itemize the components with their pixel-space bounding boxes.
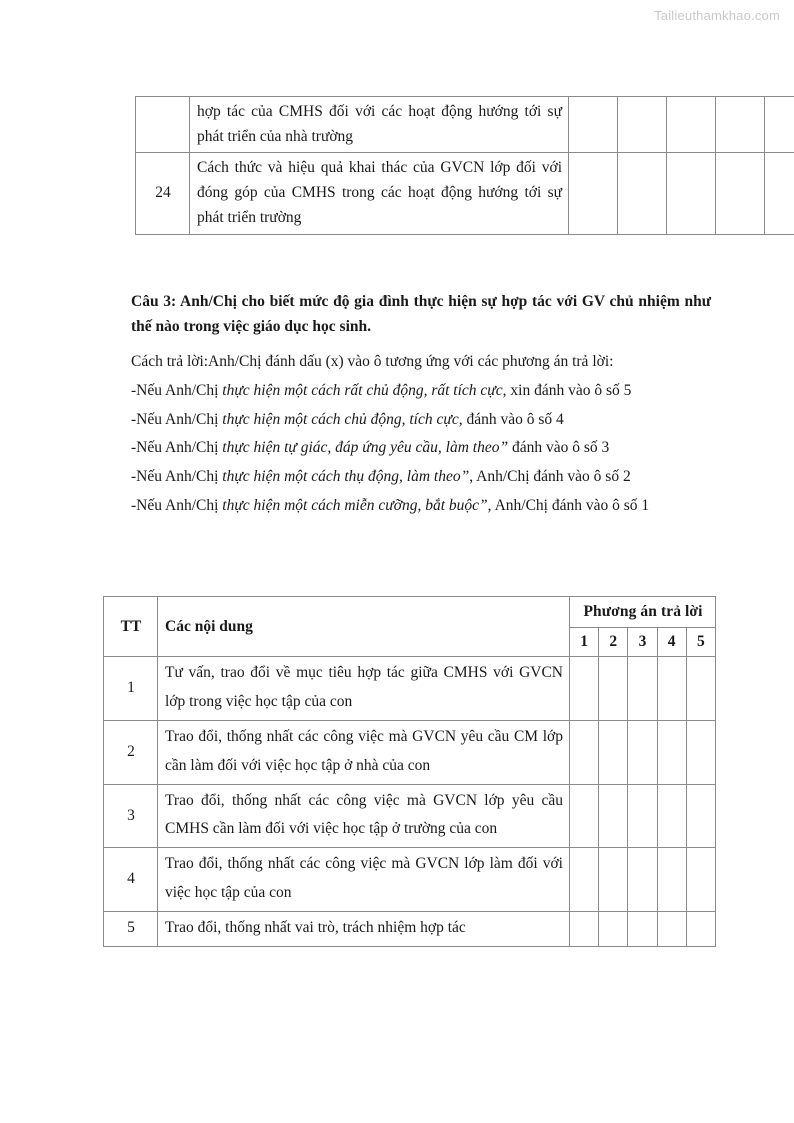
continuation-table-body [136, 97, 794, 235]
row-content-cell: Cách thức và hiệu quả khai thác của GVCN lớp đối với đóng góp của CMHS trong các hoạt động hướng tới sự phát triển trường [190, 153, 569, 234]
row-number-cell: 4 [104, 848, 158, 912]
instruction-tail: , đánh vào ô số 4 [458, 410, 564, 428]
answer-cell-2[interactable] [618, 153, 667, 234]
answer-cell-5[interactable] [686, 784, 715, 848]
answer-cell-1[interactable] [570, 911, 599, 946]
answer-cell-4[interactable] [657, 720, 686, 784]
answer-cell-1[interactable] [570, 720, 599, 784]
row-content-cell: Trao đổi, thống nhất các công việc mà GVCN yêu cầu CM lớp cần làm đối với việc học tập ở nhà của con [158, 720, 570, 784]
table-row [104, 784, 716, 848]
answer-cell-2[interactable] [599, 848, 628, 912]
table-row [104, 848, 716, 912]
answer-cell-3[interactable] [667, 97, 716, 153]
instruction-line-2 [131, 463, 731, 492]
answer-cell-4[interactable] [716, 97, 765, 153]
answer-cell-4[interactable] [716, 153, 765, 234]
instruction-emphasis: thực hiện một cách chủ động, tích cực [222, 410, 459, 428]
instructions-block [131, 348, 731, 521]
continuation-table [135, 96, 794, 235]
instruction-lead: -Nếu Anh/Chị [131, 497, 223, 515]
instruction-emphasis: thực hiện một cách miễn cưỡng, bắt buộc” [222, 497, 488, 515]
header-option-5: 5 [686, 628, 715, 657]
answer-cell-2[interactable] [618, 97, 667, 153]
instruction-lead: -Nếu Anh/Chị [131, 381, 223, 399]
row-number-cell: 24 [136, 153, 190, 234]
answer-cell-3[interactable] [628, 720, 657, 784]
header-option-2: 2 [599, 628, 628, 657]
answer-cell-4[interactable] [657, 784, 686, 848]
header-content: Các nội dung [158, 597, 570, 657]
answer-cell-5[interactable] [765, 153, 794, 234]
instruction-tail: , Anh/Chị đánh vào ô số 2 [469, 468, 631, 486]
row-number-cell: 3 [104, 784, 158, 848]
answer-cell-4[interactable] [657, 911, 686, 946]
instruction-tail: đánh vào ô số 3 [508, 439, 610, 457]
instruction-tail: , Anh/Chị đánh vào ô số 1 [487, 497, 650, 515]
header-answers: Phương án trả lời [570, 597, 716, 628]
answer-cell-3[interactable] [628, 848, 657, 912]
answer-cell-3[interactable] [667, 153, 716, 234]
row-content-cell: Trao đổi, thống nhất các công việc mà GVCN lớp làm đối với việc học tập của con [158, 848, 570, 912]
instruction-lead: -Nếu Anh/Chị [131, 468, 223, 486]
header-option-1: 1 [570, 628, 599, 657]
answer-cell-1[interactable] [570, 657, 599, 721]
answer-cell-2[interactable] [599, 911, 628, 946]
instruction-line-3 [131, 434, 731, 463]
answer-cell-5[interactable] [765, 97, 794, 153]
answer-cell-2[interactable] [599, 657, 628, 721]
row-content-cell: hợp tác của CMHS đối với các hoạt động hướng tới sự phát triển của nhà trường [190, 97, 569, 153]
header-row-top [104, 597, 716, 628]
instruction-line-4 [131, 406, 731, 435]
answer-cell-1[interactable] [569, 97, 618, 153]
answer-cell-4[interactable] [657, 848, 686, 912]
survey-table-head [104, 597, 716, 657]
answer-cell-5[interactable] [686, 720, 715, 784]
survey-table-body [104, 657, 716, 946]
instruction-emphasis: thực hiện một cách thụ động, làm theo” [222, 468, 470, 486]
answer-cell-2[interactable] [599, 720, 628, 784]
row-content-cell: Tư vấn, trao đổi về mục tiêu hợp tác giữa CMHS với GVCN lớp trong việc học tập của con [158, 657, 570, 721]
instruction-emphasis: thực hiện tự giác, đáp ứng yêu cầu, làm theo” [222, 439, 509, 457]
answer-cell-5[interactable] [686, 657, 715, 721]
instruction-line-5 [131, 377, 731, 406]
table-row [104, 911, 716, 946]
instruction-lead: -Nếu Anh/Chị [131, 410, 223, 428]
table-row [104, 720, 716, 784]
instruction-line-1 [131, 492, 731, 521]
row-number-cell [136, 97, 190, 153]
answer-cell-3[interactable] [628, 784, 657, 848]
survey-answer-table [103, 596, 716, 947]
answer-cell-3[interactable] [628, 657, 657, 721]
answer-cell-1[interactable] [570, 784, 599, 848]
instruction-intro: Cách trả lời:Anh/Chị đánh dấu (x) vào ô tương ứng với các phương án trả lời: [131, 353, 614, 370]
question-heading: Câu 3: Anh/Chị cho biết mức độ gia đình thực hiện sự hợp tác với GV chủ nhiệm như thế nào trong việc giáo dục học sinh. [131, 293, 711, 336]
row-content-cell: Trao đổi, thống nhất vai trò, trách nhiệm hợp tác [158, 911, 570, 946]
answer-cell-2[interactable] [599, 784, 628, 848]
instruction-tail: , xin đánh vào ô số 5 [502, 381, 632, 399]
answer-cell-5[interactable] [686, 848, 715, 912]
table-row [104, 657, 716, 721]
instruction-emphasis: thực hiện một cách rất chủ động, rất tích cực [222, 381, 503, 399]
watermark-text: Tailieuthamkhao.com [654, 8, 780, 23]
answer-cell-5[interactable] [686, 911, 715, 946]
header-option-4: 4 [657, 628, 686, 657]
row-content-cell: Trao đổi, thống nhất các công việc mà GVCN lớp yêu cầu CMHS cần làm đối với việc học tập ở trường của con [158, 784, 570, 848]
row-number-cell: 5 [104, 911, 158, 946]
header-option-3: 3 [628, 628, 657, 657]
instruction-lead: -Nếu Anh/Chị [131, 439, 223, 457]
answer-cell-1[interactable] [569, 153, 618, 234]
row-number-cell: 2 [104, 720, 158, 784]
answer-cell-3[interactable] [628, 911, 657, 946]
row-number-cell: 1 [104, 657, 158, 721]
table-row [136, 97, 794, 153]
answer-cell-1[interactable] [570, 848, 599, 912]
table-row [136, 153, 794, 234]
header-tt: TT [104, 597, 158, 657]
answer-cell-4[interactable] [657, 657, 686, 721]
